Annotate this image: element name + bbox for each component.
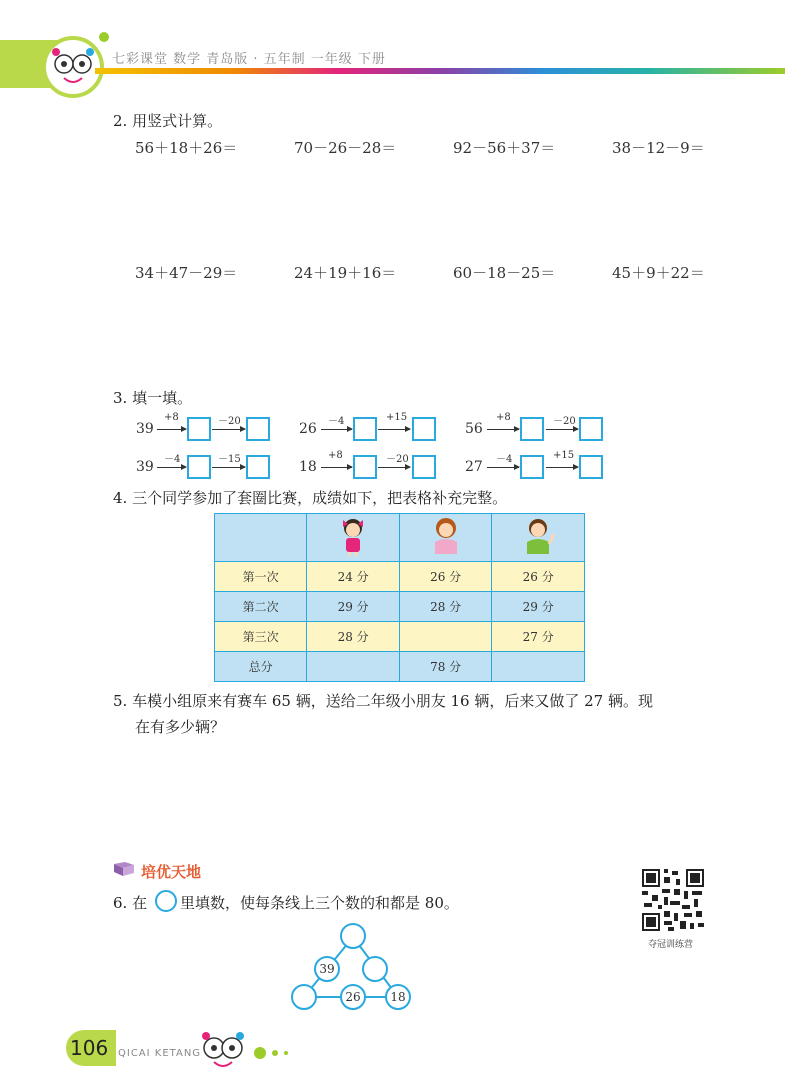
- score-cell-blank[interactable]: [492, 652, 585, 682]
- answer-box[interactable]: [187, 417, 211, 441]
- circle-bottom-right: 18: [385, 984, 411, 1010]
- chain-start: 26: [299, 421, 317, 437]
- row-label: 第二次: [215, 592, 307, 622]
- girl2-avatar-icon: [431, 516, 461, 556]
- chain-op: －20: [218, 416, 241, 427]
- answer-box[interactable]: [246, 455, 270, 479]
- chain-start: 39: [136, 459, 154, 475]
- header-dot-icon: [99, 32, 109, 42]
- chain-op: －4: [496, 454, 513, 465]
- qr-code-icon[interactable]: [640, 867, 706, 933]
- header-rainbow-line: [95, 68, 785, 74]
- arrow-icon: [321, 429, 352, 430]
- score-cell: 24 分: [307, 562, 400, 592]
- q6-suffix: 里填数，使每条线上三个数的和都是 80。: [180, 894, 459, 912]
- footer-dot-icon: [272, 1050, 278, 1056]
- arrow-icon: [487, 429, 519, 430]
- circle-bottom-mid: 26: [340, 984, 366, 1010]
- circle-left-mid: 39: [314, 956, 340, 982]
- boy-avatar-icon: [520, 516, 556, 556]
- footer-brand: QICAI KETANG: [118, 1048, 202, 1059]
- arrow-icon: [212, 467, 245, 468]
- answer-box[interactable]: [187, 455, 211, 479]
- chain-op: －4: [164, 454, 181, 465]
- score-cell: 78 分: [399, 652, 492, 682]
- answer-box[interactable]: [579, 417, 603, 441]
- book-icon: [113, 861, 135, 877]
- score-cell: 27 分: [492, 622, 585, 652]
- row-label: 第三次: [215, 622, 307, 652]
- arrow-icon: [212, 429, 245, 430]
- q2-expr: 45＋9＋22＝: [612, 264, 705, 282]
- q2-expr: 24＋19＋16＝: [294, 264, 397, 282]
- chain-start: 18: [299, 459, 317, 475]
- score-cell-blank[interactable]: [307, 652, 400, 682]
- arrow-icon: [157, 429, 186, 430]
- q4-title: 4. 三个同学参加了套圈比赛，成绩如下，把表格补充完整。: [113, 489, 508, 507]
- chain-start: 56: [465, 421, 483, 437]
- q2-expr: 70－26－28＝: [294, 139, 397, 157]
- footer-dot-icon: [284, 1051, 288, 1055]
- chain-start: 39: [136, 421, 154, 437]
- q2-expr: 38－12－9＝: [612, 139, 705, 157]
- score-cell: 26 分: [492, 562, 585, 592]
- chain-op: －4: [328, 416, 345, 427]
- arrow-icon: [321, 467, 352, 468]
- boy-avatar-cell: [492, 514, 585, 562]
- chain-op: +15: [553, 450, 575, 461]
- q2-expr: 34＋47－29＝: [135, 264, 238, 282]
- arrow-icon: [546, 429, 578, 430]
- chain-op: －20: [553, 416, 576, 427]
- score-cell: 29 分: [492, 592, 585, 622]
- row-label: 总分: [215, 652, 307, 682]
- q2-expr: 92－56＋37＝: [453, 139, 556, 157]
- footer-dot-icon: [254, 1047, 266, 1059]
- arrow-icon: [546, 467, 578, 468]
- chain-op: －20: [386, 454, 409, 465]
- girl2-avatar-cell: [399, 514, 492, 562]
- score-cell: 28 分: [399, 592, 492, 622]
- answer-box[interactable]: [579, 455, 603, 479]
- score-cell: 28 分: [307, 622, 400, 652]
- score-cell: 26 分: [399, 562, 492, 592]
- chain-op: +15: [386, 412, 408, 423]
- header-title: 七彩课堂 数学 青岛版 · 五年制 一年级 下册: [112, 52, 386, 67]
- score-cell-blank[interactable]: [399, 622, 492, 652]
- answer-box[interactable]: [520, 417, 544, 441]
- circle-bottom-left[interactable]: [291, 984, 317, 1010]
- q3-title: 3. 填一填。: [113, 389, 193, 407]
- answer-box[interactable]: [353, 455, 377, 479]
- q2-expr: 56＋18＋26＝: [135, 139, 238, 157]
- q5-line2: 在有多少辆？: [135, 718, 226, 736]
- chain-op: +8: [164, 412, 179, 423]
- page-number: 106: [70, 1036, 109, 1060]
- footer-mascot-icon: [198, 1030, 248, 1074]
- arrow-icon: [487, 467, 519, 468]
- arrow-icon: [378, 467, 410, 468]
- chain-op: －15: [218, 454, 241, 465]
- q2-title: 2. 用竖式计算。: [113, 112, 223, 130]
- row-label: 第一次: [215, 562, 307, 592]
- circle-top[interactable]: [340, 923, 366, 949]
- answer-box[interactable]: [412, 417, 436, 441]
- answer-box[interactable]: [520, 455, 544, 479]
- answer-box[interactable]: [353, 417, 377, 441]
- chain-op: +8: [328, 450, 343, 461]
- qr-caption: 夺冠训练营: [648, 940, 694, 950]
- girl-avatar-cell: [307, 514, 400, 562]
- girl-avatar-icon: [338, 516, 368, 556]
- table-corner-cell: [215, 514, 307, 562]
- q5-line1: 5. 车模小组原来有赛车 65 辆，送给二年级小朋友 16 辆，后来又做了 27 辆。现: [113, 692, 653, 710]
- score-table: [214, 513, 585, 682]
- chain-op: +8: [496, 412, 511, 423]
- section-title: 培优天地: [141, 863, 202, 881]
- inline-circle-icon: [155, 890, 177, 912]
- chain-start: 27: [465, 459, 483, 475]
- answer-box[interactable]: [412, 455, 436, 479]
- arrow-icon: [157, 467, 186, 468]
- mascot-logo-icon: [42, 36, 104, 98]
- q6-prefix: 6. 在: [113, 894, 148, 912]
- circle-right-mid[interactable]: [362, 956, 388, 982]
- arrow-icon: [378, 429, 410, 430]
- q2-expr: 60－18－25＝: [453, 264, 556, 282]
- score-cell: 29 分: [307, 592, 400, 622]
- answer-box[interactable]: [246, 417, 270, 441]
